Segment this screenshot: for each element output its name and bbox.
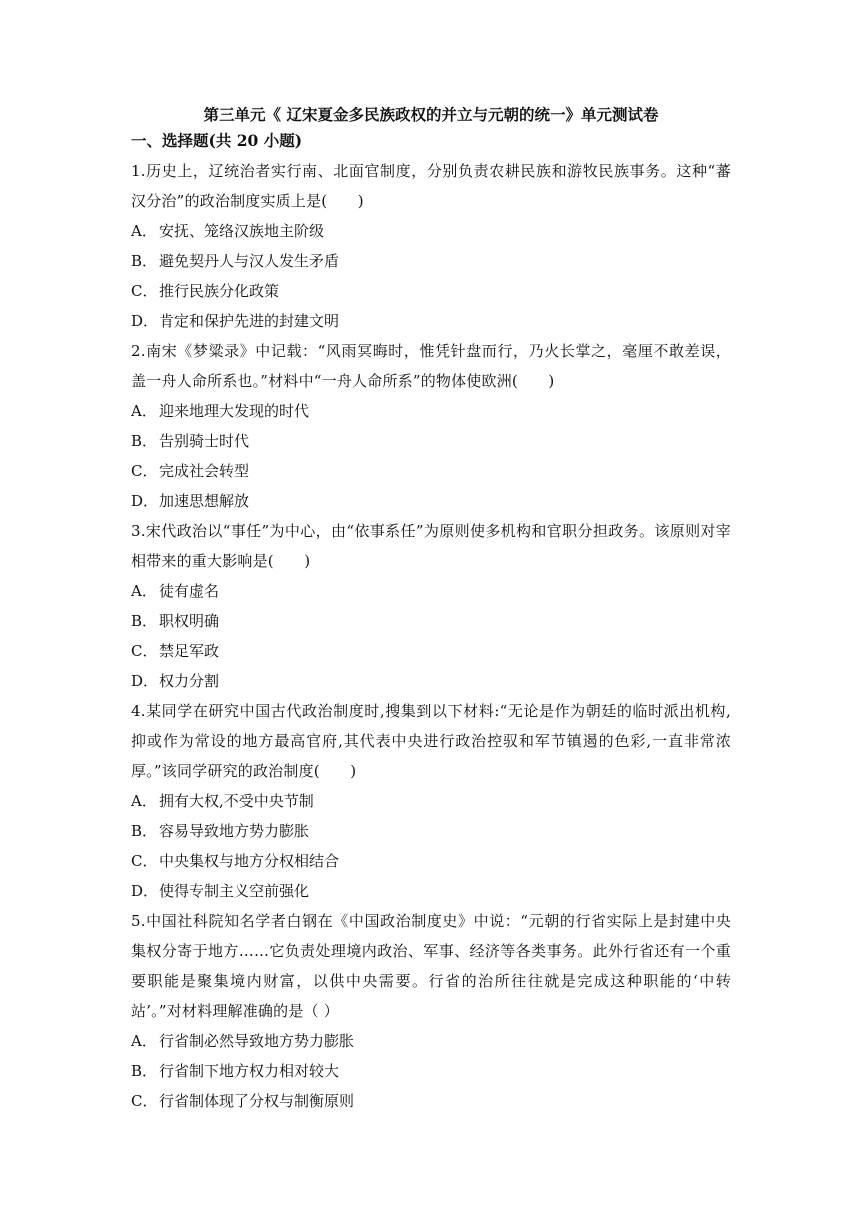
option-letter: B． — [131, 252, 158, 270]
question-stem: 3.宋代政治以“事任”为中心，由“依事系任”为原则使多机构和官职分担政务。该原则对宰相带来的重大影响是( ) — [131, 522, 731, 570]
question-stem: 4.某同学在研究中国古代政治制度时,搜集到以下材料:“无论是作为朝廷的临时派出机构,抑或作为常设的地方最高官府,其代表中央进行政治控驭和军节镇遏的色彩,一直非常浓厚。”该同学研究的政治制度( ) — [131, 702, 731, 780]
answer-option — [131, 816, 731, 846]
option-letter: B． — [131, 822, 158, 840]
option-text: 安抚、笼络汉族地主阶级 — [159, 222, 325, 240]
option-text: 行省制体现了分权与制衡原则 — [159, 1092, 355, 1110]
option-text: 告别骑士时代 — [159, 432, 250, 450]
question-stem: 1.历史上，辽统治者实行南、北面官制度，分别负责农耕民族和游牧民族事务。这种“蕃汉分治”的政治制度实质上是( ) — [131, 162, 731, 210]
answer-option — [131, 426, 731, 456]
answer-option — [131, 1086, 731, 1116]
document-title: 第三单元《 辽宋夏金多民族政权的并立与元朝的统一》单元测试卷 — [203, 105, 659, 124]
option-letter: D． — [131, 312, 159, 330]
answer-option — [131, 876, 731, 906]
option-letter: A． — [131, 792, 157, 810]
answer-option — [131, 576, 731, 606]
option-text: 完成社会转型 — [159, 462, 250, 480]
option-text: 权力分割 — [159, 672, 220, 690]
question-stem: 2.南宋《梦粱录》中记载：“风雨冥晦时，惟凭针盘而行，乃火长掌之，毫厘不敢差误，盖一舟人命所系也。”材料中“一舟人命所系”的物体使欧洲( ) — [131, 342, 731, 390]
option-text: 禁足军政 — [159, 642, 220, 660]
answer-option — [131, 636, 731, 666]
option-text: 行省制下地方权力相对较大 — [159, 1062, 340, 1080]
option-letter: B． — [131, 432, 158, 450]
option-text: 避免契丹人与汉人发生矛盾 — [159, 252, 340, 270]
question-item — [131, 696, 731, 906]
option-text: 徒有虚名 — [159, 582, 220, 600]
question-stem: 5.中国社科院知名学者白钢在《中国政治制度史》中说：“元朝的行省实际上是封建中央集权分寄于地方……它负责处理境内政治、军事、经济等各类事务。此外行省还有一个重要职能是聚集境内财富，以供中央需要。行省的治所往往就是完成这种职能的‘中转站’。”对材料理解准确的是（ ） — [131, 912, 731, 1020]
option-letter: D． — [131, 672, 159, 690]
option-letter: C． — [131, 642, 158, 660]
answer-option — [131, 216, 731, 246]
option-letter: C． — [131, 282, 158, 300]
answer-option — [131, 1056, 731, 1086]
option-letter: C． — [131, 462, 158, 480]
answer-option — [131, 666, 731, 696]
option-text: 职权明确 — [159, 612, 220, 630]
answer-option — [131, 396, 731, 426]
option-text: 使得专制主义空前强化 — [159, 882, 310, 900]
question-item — [131, 516, 731, 696]
answer-option — [131, 486, 731, 516]
document-content — [131, 102, 731, 1116]
answer-option — [131, 1026, 731, 1056]
option-letter: A． — [131, 222, 157, 240]
answer-option — [131, 456, 731, 486]
option-letter: D． — [131, 492, 159, 510]
answer-option — [131, 606, 731, 636]
answer-option — [131, 276, 731, 306]
question-item — [131, 156, 731, 336]
option-letter: A． — [131, 582, 157, 600]
option-letter: A． — [131, 402, 157, 420]
question-list — [131, 156, 731, 1116]
option-text: 推行民族分化政策 — [159, 282, 280, 300]
option-letter: A． — [131, 1032, 157, 1050]
answer-option — [131, 306, 731, 336]
section-title: 一、选择题(共 20 小题) — [131, 131, 303, 150]
option-letter: D． — [131, 882, 159, 900]
option-letter: C． — [131, 1092, 158, 1110]
option-text: 拥有大权,不受中央节制 — [159, 792, 314, 810]
option-letter: B． — [131, 1062, 158, 1080]
question-item — [131, 906, 731, 1116]
option-text: 加速思想解放 — [159, 492, 250, 510]
answer-option — [131, 846, 731, 876]
option-text: 容易导致地方势力膨胀 — [159, 822, 310, 840]
option-text: 肯定和保护先进的封建文明 — [159, 312, 340, 330]
option-text: 迎来地理大发现的时代 — [159, 402, 310, 420]
answer-option — [131, 786, 731, 816]
answer-option — [131, 246, 731, 276]
question-item — [131, 336, 731, 516]
option-letter: B． — [131, 612, 158, 630]
option-text: 行省制必然导致地方势力膨胀 — [159, 1032, 355, 1050]
option-text: 中央集权与地方分权相结合 — [159, 852, 340, 870]
option-letter: C． — [131, 852, 158, 870]
